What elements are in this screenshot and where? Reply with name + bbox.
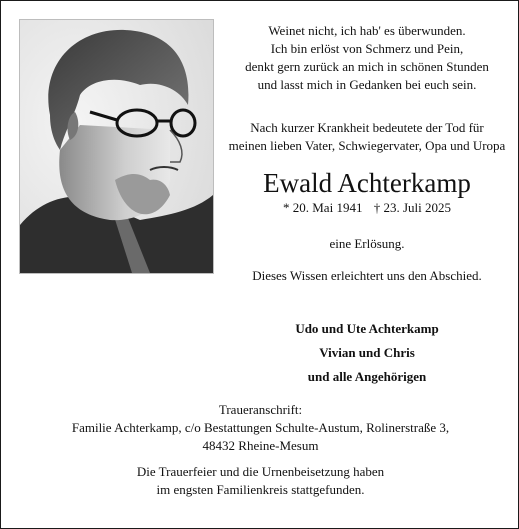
address-line: 48432 Rheine-Mesum [202,438,319,453]
intro-line: Nach kurzer Krankheit bedeutete der Tod für [250,120,484,135]
death-announcement-intro [227,119,507,155]
mourning-address [1,401,519,455]
ceremony-line: Die Trauerfeier und die Urnenbeisetzung haben [136,464,385,479]
relief-text: eine Erlösung. [329,236,405,251]
mourner-entry: Vivian und Chris [319,345,415,360]
address-line: Familie Achterkamp, c/o Bestattungen Schulte-Austum, Rolinerstraße 3, [71,420,450,435]
intro-line: meinen lieben Vater, Schwiegervater, Opa und Uropa [228,138,506,153]
poem-line: denkt gern zurück an mich in schönen Stunden [245,59,489,74]
poem-line: und lasst mich in Gedanken bei euch sein. [257,77,477,92]
comfort-text: Dieses Wissen erleichtert uns den Abschied. [252,268,482,283]
poem-line: Weinet nicht, ich hab' es überwunden. [268,23,466,38]
poem-verse [227,22,507,94]
ceremony-line: im engsten Familienkreis stattgefunden. [156,482,365,497]
poem-line: Ich bin erlöst von Schmerz und Pein, [270,41,464,56]
address-label: Traueranschrift: [218,402,303,417]
death-date: † 23. Juli 2025 [373,200,451,215]
life-dates [227,199,507,217]
mourner-entry: Udo und Ute Achterkamp [295,321,439,336]
birth-date: * 20. Mai 1941 [283,200,363,215]
mourners-list [227,317,507,389]
portrait-drawing [19,19,214,274]
ceremony-note [1,463,519,499]
mourner-entry: und alle Angehörigen [307,369,427,384]
deceased-name: Ewald Achterkamp [263,168,471,198]
